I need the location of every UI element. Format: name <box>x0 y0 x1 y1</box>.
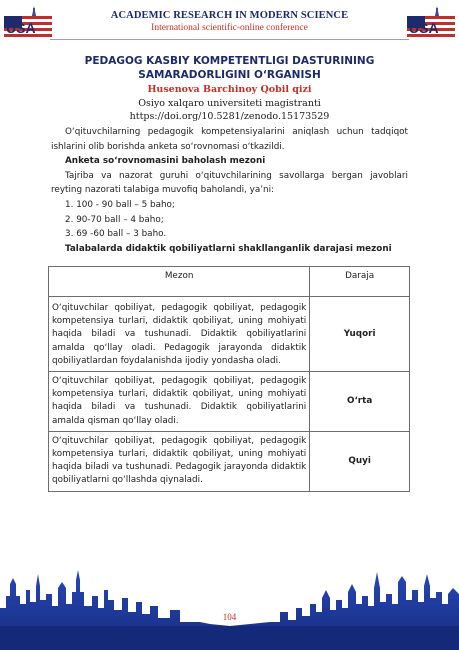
page-number: 104 <box>222 612 237 622</box>
logo-right-text: USA <box>409 20 439 36</box>
list-item: 3. 69 -60 ball – 3 baho. <box>65 229 167 240</box>
table-row <box>49 297 410 372</box>
heading-assessment-criteria: Anketa so‘rovnomasini baholash mezoni <box>65 156 266 167</box>
author-affiliation: Osiyo xalqaro universiteti magistranti <box>138 98 321 109</box>
list-item: 1. 100 - 90 ball – 5 baho; <box>65 199 175 210</box>
conference-subtitle: International scientific-online conference <box>151 23 308 33</box>
conference-title: ACADEMIC RESEARCH IN MODERN SCIENCE <box>110 10 349 21</box>
doi-link[interactable]: https://doi.org/10.5281/zenodo.15173529 <box>129 111 330 122</box>
criteria-table <box>48 266 410 492</box>
article-title <box>40 54 419 82</box>
article-body <box>51 125 408 256</box>
conference-header <box>0 0 459 46</box>
usa-flag-logo-left <box>4 6 52 40</box>
article-title-line1: PEDAGOG KASBIY KOMPETENTLIGI DASTURINING <box>84 55 375 67</box>
table-cell-mezon: O‘qituvchilar qobiliyat, pedagogik qobiliyat, pedagogik kompetensiya turlari, didaktik qobiliyat, uning mohiyati haqida biladi va tushunadi. Pedagogik jarayonda didaktik qobiliyatlarni qo‘llashda qiynaladi. <box>49 431 310 491</box>
author-name: Husenova Barchinoy Qobil qizi <box>147 84 312 95</box>
list-item: 2. 90-70 ball – 4 baho; <box>65 214 164 225</box>
table-cell-mezon: O‘qituvchilar qobiliyat, pedagogik qobiliyat, pedagogik kompetensiya turlari, didaktik qobiliyat, uning mohiyati haqida biladi va tushunadi. Didaktik qobiliyatlarini amalda qo‘llay oladi. Pedagogik jarayonda didaktik qobiliyatlardan foydalanishda ijodiy yondasha oladi. <box>49 297 310 372</box>
table-cell-mezon: O‘qituvchilar qobiliyat, pedagogik qobiliyat, pedagogik kompetensiya turlari, didaktik qobiliyat, uning mohiyati haqida biladi va tushunadi. Didaktik qobiliyatlarini amalda qisman qo‘llay oladi. <box>49 372 310 432</box>
paragraph-intro: O‘qituvchilarning pedagogik kompetensiyalarini aniqlash uchun tadqiqot ishlarini olib borishda anketa so‘rovnomasi o‘tkazildi. <box>51 127 408 152</box>
table-row <box>49 372 410 432</box>
logo-left-text: USA <box>6 20 36 36</box>
column-header-daraja: Daraja <box>310 267 410 297</box>
heading-didactic-criteria: Talabalarda didaktik qobiliyatlarni shakllanganlik darajasi mezoni <box>65 243 392 254</box>
table-header-row <box>49 267 410 297</box>
table-cell-daraja: Yuqori <box>310 297 410 372</box>
article-title-line2: SAMARADORLIGINI O‘RGANISH <box>138 69 321 81</box>
column-header-mezon: Mezon <box>49 267 310 297</box>
paragraph-rating: Tajriba va nazorat guruhi o‘qituvchilarining savollarga bergan javoblari reyting nazorati talabiga muvofiq baholandi, ya’ni: <box>51 170 408 196</box>
usa-flag-logo-right <box>407 6 455 40</box>
table-cell-daraja: Quyi <box>310 431 410 491</box>
header-divider <box>50 39 409 40</box>
table-cell-daraja: O‘rta <box>310 372 410 432</box>
table-row <box>49 431 410 491</box>
city-skyline-footer <box>0 560 459 650</box>
